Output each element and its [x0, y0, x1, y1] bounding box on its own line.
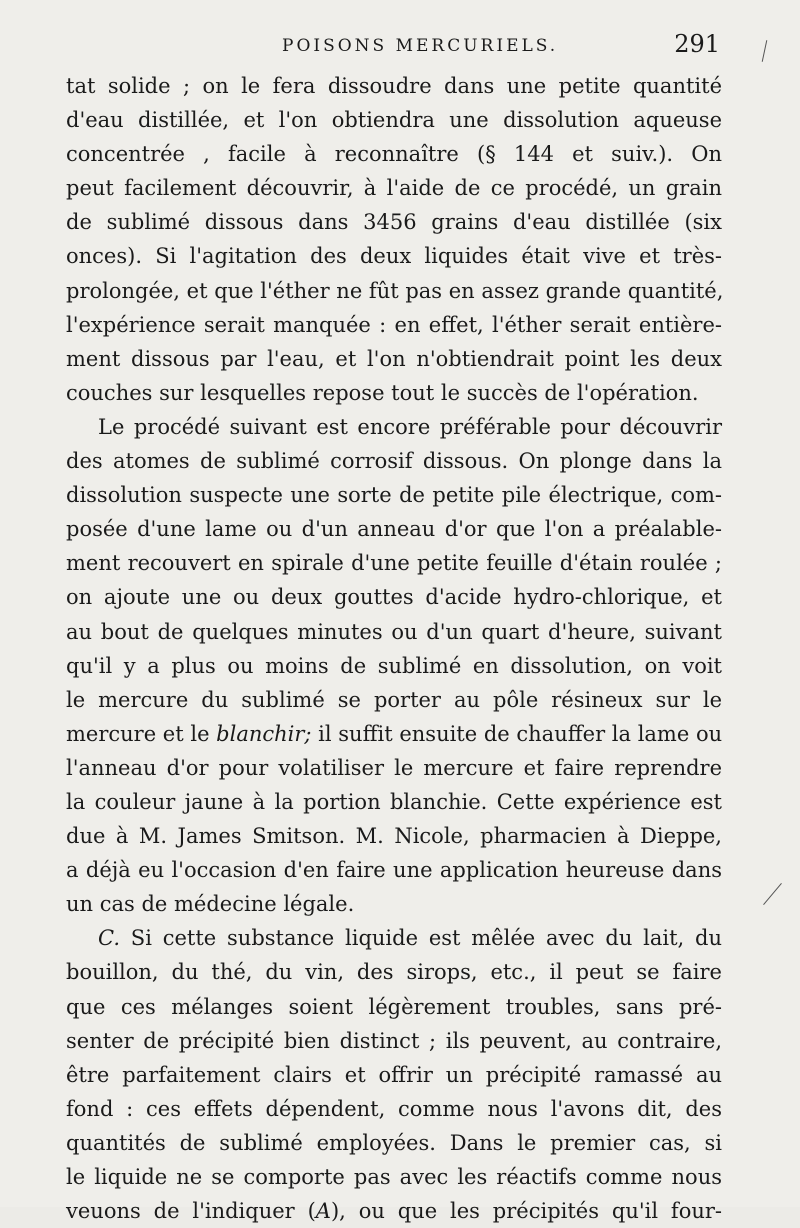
page-header: [66, 30, 722, 66]
text-line: qu'il y a plus ou moins de sublimé en dissolution, on voit: [66, 653, 722, 678]
text-line: dissolution suspecte une sorte de petite pile électrique, com-: [66, 483, 722, 508]
text-line: être parfaitement clairs et offrir un précipité ramassé au: [66, 1062, 722, 1087]
text-line: au bout de quelques minutes ou d'un quart d'heure, suivant: [66, 619, 722, 644]
text-line: couches sur lesquelles repose tout le succès de l'opération.: [66, 380, 699, 405]
italic-word: blanchir;: [216, 721, 312, 746]
text-line: le mercure du sublimé se porter au pôle résineux sur le: [66, 687, 722, 712]
running-head: POISONS MERCURIELS.: [282, 36, 559, 56]
text-line: senter de précipité bien distinct ; ils peuvent, au contraire,: [66, 1028, 722, 1053]
body-text: [66, 69, 722, 1228]
margin-mark: [763, 883, 782, 905]
text-line: le liquide ne se comporte pas avec les réactifs comme nous: [66, 1165, 722, 1189]
text-line: [66, 717, 722, 751]
text-line: ment dissous par l'eau, et l'on n'obtiendrait point les deux: [66, 346, 722, 371]
text-line: des atomes de sublimé corrosif dissous. On plonge dans la: [66, 449, 722, 474]
text-line: Le procédé suivant est encore préférable pour découvrir: [98, 414, 722, 439]
text-line: due à M. James Smitson. M. Nicole, pharmacien à Dieppe,: [66, 824, 722, 849]
text-line: la couleur jaune à la portion blanchie. Cette expérience est: [66, 789, 722, 814]
text-line: prolongée, et que l'éther ne fût pas en assez grande quantité,: [66, 278, 724, 303]
italic-letter: A: [315, 1199, 331, 1224]
text-line: concentrée , facile à reconnaître (§ 144 et suiv.). On: [66, 142, 722, 167]
text-line: de sublimé dissous dans 3456 grains d'eau distillée (six: [66, 210, 722, 235]
text-line: un cas de médecine légale.: [66, 892, 355, 917]
text-line: onces). Si l'agitation des deux liquides était vive et très-: [66, 244, 722, 269]
text-line: l'anneau d'or pour volatiliser le mercure et faire reprendre: [66, 755, 722, 780]
text-line: [66, 1194, 722, 1228]
text-fragment: veuons de l'indiquer (: [66, 1199, 316, 1224]
text-line: on ajoute une ou deux gouttes d'acide hydro-chlorique, et: [66, 585, 722, 610]
text-line: tat solide ; on le fera dissoudre dans une petite quantité: [66, 74, 722, 98]
text-line: [66, 921, 722, 955]
text-fragment: ), ou que les précipités qu'il four-: [330, 1199, 722, 1224]
text-line: l'expérience serait manquée : en effet, l'éther serait entière-: [66, 312, 722, 337]
text-line: quantités de sublimé employées. Dans le premier cas, si: [66, 1130, 722, 1155]
text-fragment: mercure et le: [66, 721, 217, 746]
page-number: 291: [674, 30, 720, 58]
text-line: peut facilement découvrir, à l'aide de ce procédé, un grain: [66, 176, 722, 201]
text-line: d'eau distillée, et l'on obtiendra une dissolution aqueuse: [66, 108, 722, 133]
text-line: que ces mélanges soient légèrement troubles, sans pré-: [66, 994, 722, 1019]
text-line: ment recouvert en spirale d'une petite feuille d'étain roulée ;: [66, 551, 722, 576]
text-line: fond : ces effets dépendent, comme nous l'avons dit, des: [66, 1096, 722, 1121]
text-line: posée d'une lame ou d'un anneau d'or que l'on a préalable-: [66, 517, 722, 542]
text-fragment: Si cette substance liquide est mêlée avec du lait, du: [120, 926, 722, 951]
text-line: bouillon, du thé, du vin, des sirops, etc., il peut se faire: [66, 960, 722, 985]
section-letter: C.: [98, 926, 120, 951]
margin-mark: [762, 40, 768, 62]
text-line: a déjà eu l'occasion d'en faire une application heureuse dans: [66, 858, 722, 883]
text-fragment: il suffit ensuite de chauffer la lame ou: [311, 721, 723, 746]
